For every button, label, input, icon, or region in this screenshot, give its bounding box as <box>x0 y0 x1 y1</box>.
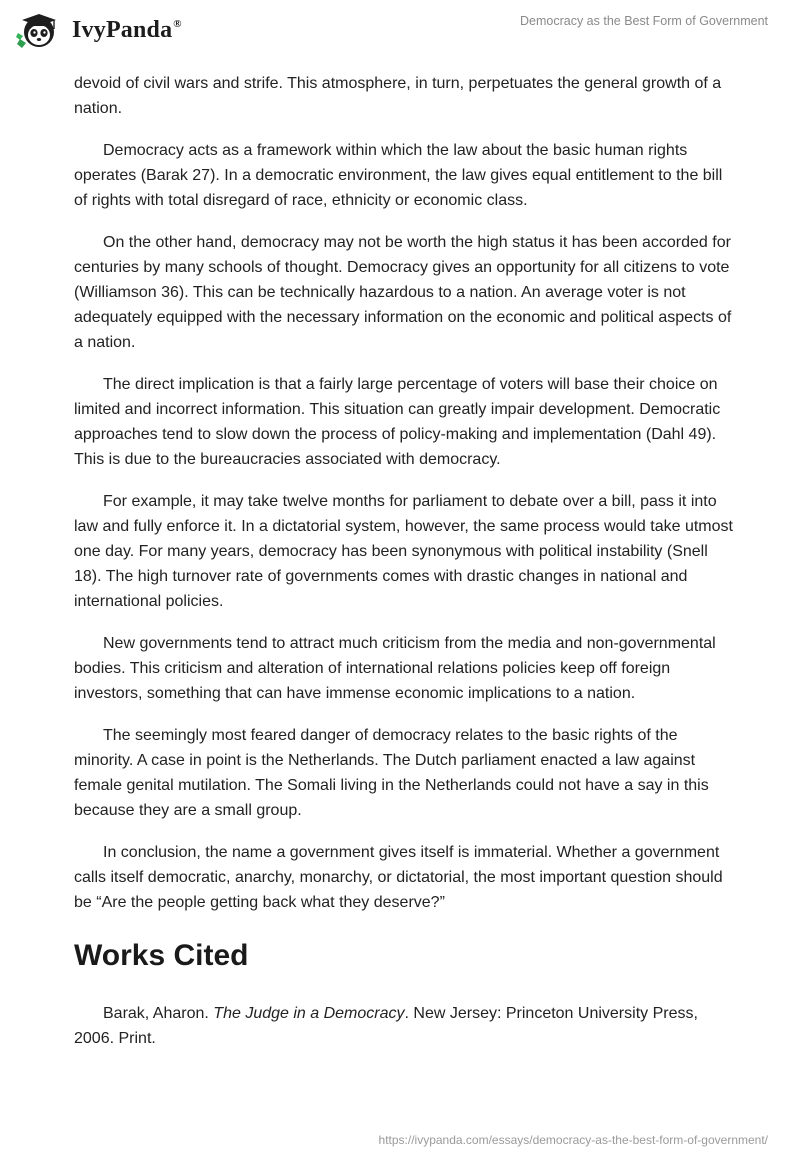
citation-title: The Judge in a Democracy <box>213 1005 405 1022</box>
paragraph: Democracy acts as a framework within which the law about the basic human rights operates (Barak 27). In a democratic environment, the law gives equal entitlement to the bill of rights with total disregard of race, ethnicity or economic class. <box>74 142 723 209</box>
ivypanda-logo[interactable] <box>14 10 182 50</box>
citation-publication: . New Jersey: Princeton University Press, 2006. Print. <box>74 1005 698 1047</box>
citation-entry <box>74 1001 734 1051</box>
document-title: Democracy as the Best Form of Government <box>519 14 768 28</box>
paragraph: In conclusion, the name a government gives itself is immaterial. Whether a government calls itself democratic, anarchy, monarchy, or dictatorial, the most important question should be “Are the people getting back what they deserve?” <box>74 844 723 911</box>
citation-author: Barak, Aharon. <box>103 1005 214 1022</box>
essay-body <box>74 71 734 1051</box>
works-cited-heading: Works Cited <box>74 939 249 972</box>
paragraph: On the other hand, democracy may not be worth the high status it has been accorded for centuries by many schools of thought. Democracy gives an opportunity for all citizens to vote (Williamson 36). This can be technically hazardous to a nation. An average voter is not adequately equipped with the necessary information on the economic and political aspects of a nation. <box>74 234 732 351</box>
source-url[interactable]: https://ivypanda.com/essays/democracy-as-the-best-form-of-government/ <box>378 1133 768 1147</box>
paragraph: devoid of civil wars and strife. This atmosphere, in turn, perpetuates the general growth of a nation. <box>74 75 722 117</box>
paragraph: For example, it may take twelve months for parliament to debate over a bill, pass it into law and fully enforce it. In a dictatorial system, however, the same process would take utmost one day. For many years, democracy has been synonymous with political instability (Snell 18). The high turnover rate of governments comes with drastic changes in national and international policies. <box>74 493 733 610</box>
paragraph: The direct implication is that a fairly large percentage of voters will base their choice on limited and incorrect information. This situation can greatly impair development. Democratic approaches tend to slow down the process of policy-making and implementation (Dahl 49). This is due to the bureaucracies associated with democracy. <box>74 376 721 468</box>
brand-name: IvyPanda® <box>72 16 182 43</box>
paragraph: New governments tend to attract much criticism from the media and non-governmental bodies. This criticism and alteration of international relations policies keep off foreign investors, something that can have immense economic implications to a nation. <box>74 635 716 702</box>
paragraph: The seemingly most feared danger of democracy relates to the basic rights of the minority. A case in point is the Netherlands. The Dutch parliament enacted a law against female genital mutilation. The Somali living in the Netherlands could not have a say in this because they are a small group. <box>74 727 709 819</box>
page-header <box>0 0 800 60</box>
panda-logo-icon <box>14 10 64 50</box>
